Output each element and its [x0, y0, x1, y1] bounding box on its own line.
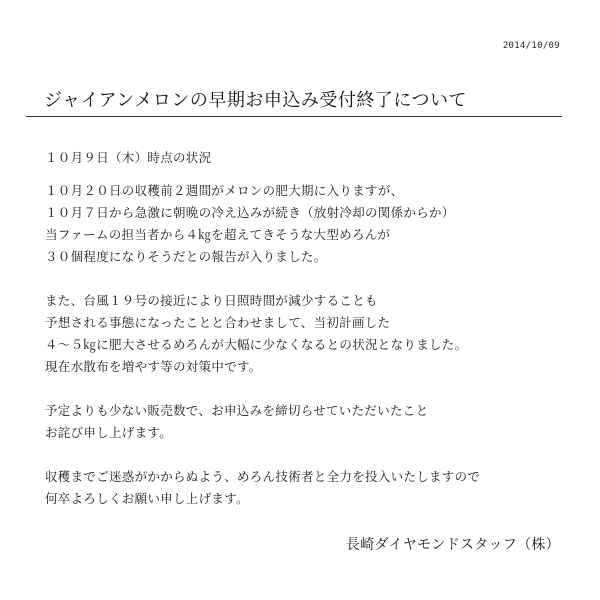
title-divider: [26, 116, 562, 117]
paragraph-2: [45, 290, 575, 378]
paragraph-line: 収穫までご迷惑がかからぬよう、めろん技術者と全力を投入いたしますので: [45, 469, 481, 484]
paragraph-line: ４～５㎏に肥大させるめろんが大幅に少なくなるとの状況となりました。: [45, 337, 468, 352]
spacer: [45, 169, 575, 180]
paragraph-line: 当ファームの担当者から４㎏を超えてきそうな大型めろんが: [45, 227, 391, 242]
paragraph-4: [45, 466, 575, 510]
paragraph-line: １０月２０日の収穫前２週間がメロンの肥大期に入りますが、: [45, 183, 404, 198]
paragraph-line: １０月７日から急激に朝晩の冷え込みが続き（放射冷却の関係からか）: [45, 205, 455, 220]
paragraph-1: [45, 180, 575, 268]
status-heading: １０月９日（木）時点の状況: [45, 150, 212, 165]
spacer: [45, 268, 575, 290]
post-date: 2014/10/09: [502, 41, 560, 51]
paragraph-line: 予定よりも少ない販売数で、お申込みを締切らせていただいたこと: [45, 403, 429, 418]
paragraph-line: お詫び申し上げます。: [45, 425, 173, 440]
paragraph-line: 何卒よろしくお願い申し上げます。: [45, 491, 249, 506]
paragraph-line: 予想される事態になったことと合わせまして、当初計画した: [45, 315, 391, 330]
company-signature: 長崎ダイヤモンドスタッフ（株）: [345, 537, 560, 553]
page-title: ジャイアンメロンの早期お申込み受付終了について: [44, 90, 467, 111]
spacer: [45, 444, 575, 466]
article-body: [45, 147, 575, 510]
spacer: [45, 378, 575, 400]
paragraph-line: ３０個程度になりそうだとの報告が入りました。: [45, 249, 327, 264]
paragraph-line: また、台風１９号の接近により日照時間が減少することも: [45, 293, 378, 308]
paragraph-3: [45, 400, 575, 444]
paragraph-line: 現在水散布を増やす等の対策中です。: [45, 359, 262, 374]
